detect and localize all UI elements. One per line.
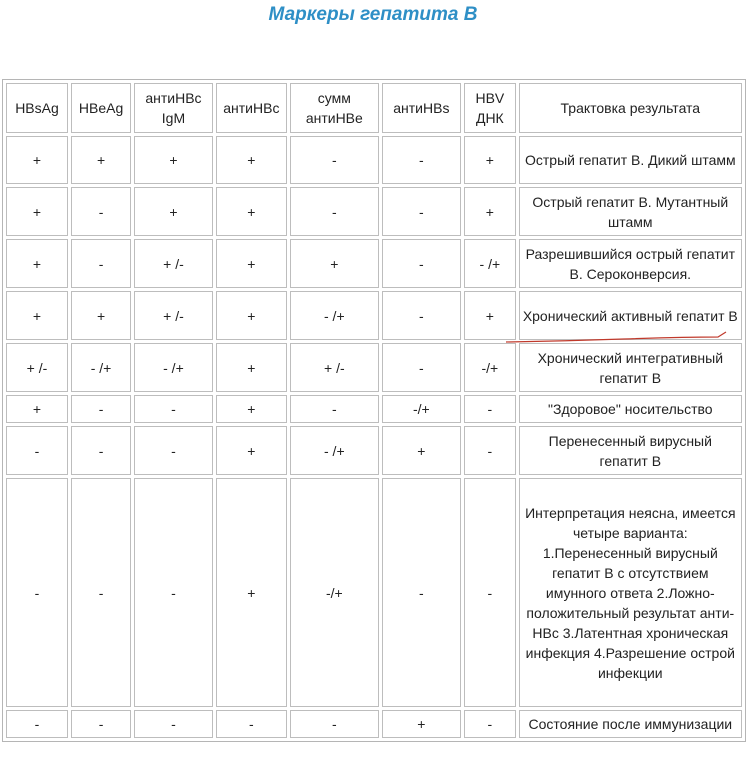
cell-hbv-dna: + [464,136,516,184]
cell-hbsag: + [6,187,68,236]
red-underline-mark [504,330,728,346]
cell-hbsag: - [6,478,68,707]
cell-hbv-dna: - [464,478,516,707]
cell-hbeag: - [71,478,131,707]
cell-total-anti-hbe: - [290,136,379,184]
header-interpretation: Трактовка результата [519,83,742,133]
cell-hbeag: - [71,426,131,475]
cell-hbv-dna: + [464,187,516,236]
cell-total-anti-hbe: + [290,239,379,288]
cell-hbv-dna: - /+ [464,239,516,288]
table-row [6,343,742,392]
cell-interpretation: Хронический активный гепатит В [519,291,742,340]
cell-total-anti-hbe: - /+ [290,291,379,340]
cell-anti-hbc-igm: - /+ [134,343,213,392]
header-anti-hbc: антиНВс [216,83,287,133]
cell-hbeag: - [71,710,131,738]
cell-interpretation: "Здоровое" носительство [519,395,742,423]
cell-hbeag: - [71,187,131,236]
cell-anti-hbs: - [382,291,461,340]
cell-hbsag: + [6,239,68,288]
table-row [6,710,742,738]
header-anti-hbc-igm: антиНВс IgM [134,83,213,133]
cell-anti-hbs: - [382,478,461,707]
cell-hbsag: - [6,426,68,475]
cell-hbv-dna: - [464,426,516,475]
cell-anti-hbc-igm: + [134,136,213,184]
cell-anti-hbs: - [382,239,461,288]
cell-total-anti-hbe: - [290,187,379,236]
cell-hbv-dna: - [464,395,516,423]
cell-anti-hbc-igm: + /- [134,291,213,340]
cell-anti-hbc: - [216,710,287,738]
cell-total-anti-hbe: - [290,395,379,423]
cell-anti-hbc: + [216,187,287,236]
header-anti-hbs: антиНВs [382,83,461,133]
cell-anti-hbc-igm: + /- [134,239,213,288]
cell-hbsag: + /- [6,343,68,392]
cell-hbeag: + [71,291,131,340]
cell-interpretation: Острый гепатит В. Мутантный штамм [519,187,742,236]
cell-hbeag: - /+ [71,343,131,392]
cell-anti-hbc: + [216,291,287,340]
cell-hbv-dna: + [464,291,516,340]
cell-anti-hbc: + [216,239,287,288]
cell-total-anti-hbe: - [290,710,379,738]
cell-anti-hbc: + [216,136,287,184]
cell-anti-hbc: + [216,395,287,423]
cell-anti-hbc-igm: - [134,478,213,707]
table-row [6,187,742,236]
table-row [6,239,742,288]
cell-anti-hbc: + [216,343,287,392]
cell-hbsag: + [6,291,68,340]
cell-interpretation: Интерпретация неясна, имеется четыре варианта: 1.Перенесенный вирусный гепатит В с отсутствием имунного ответа 2.Ложно-положительный результат анти-НВс 3.Латентная хроническая инфекция 4.Разрешение острой инфекции [519,478,742,707]
cell-interpretation: Разрешившийся острый гепатит В. Сероконверсия. [519,239,742,288]
cell-anti-hbs: + [382,426,461,475]
cell-hbv-dna: -/+ [464,343,516,392]
cell-anti-hbc: + [216,478,287,707]
cell-hbsag: + [6,395,68,423]
cell-interpretation: Состояние после иммунизации [519,710,742,738]
header-total-anti-hbe: сумм антиНВе [290,83,379,133]
header-hbeag: HBeAg [71,83,131,133]
cell-hbeag: - [71,395,131,423]
cell-interpretation: Хронический интегративный гепатит В [519,343,742,392]
cell-total-anti-hbe: + /- [290,343,379,392]
cell-hbeag: - [71,239,131,288]
cell-anti-hbs: - [382,136,461,184]
cell-anti-hbc-igm: - [134,395,213,423]
cell-hbv-dna: - [464,710,516,738]
table-row [6,478,742,707]
table-row [6,426,742,475]
cell-total-anti-hbe: -/+ [290,478,379,707]
cell-anti-hbs: + [382,710,461,738]
cell-interpretation: Острый гепатит В. Дикий штамм [519,136,742,184]
table-row [6,136,742,184]
cell-anti-hbc: + [216,426,287,475]
cell-total-anti-hbe: - /+ [290,426,379,475]
cell-hbsag: - [6,710,68,738]
page-title: Маркеры гепатита В [268,4,478,25]
header-hbsag: HBsAg [6,83,68,133]
table-row [6,395,742,423]
cell-interpretation: Перенесенный вирусный гепатит В [519,426,742,475]
cell-anti-hbc-igm: - [134,426,213,475]
cell-anti-hbc-igm: + [134,187,213,236]
cell-anti-hbc-igm: - [134,710,213,738]
cell-hbeag: + [71,136,131,184]
cell-anti-hbs: -/+ [382,395,461,423]
cell-anti-hbs: - [382,187,461,236]
header-hbv-dna: HBV ДНК [464,83,516,133]
cell-hbsag: + [6,136,68,184]
header-row [6,83,742,133]
cell-anti-hbs: - [382,343,461,392]
hepatitis-markers-table [2,79,746,742]
